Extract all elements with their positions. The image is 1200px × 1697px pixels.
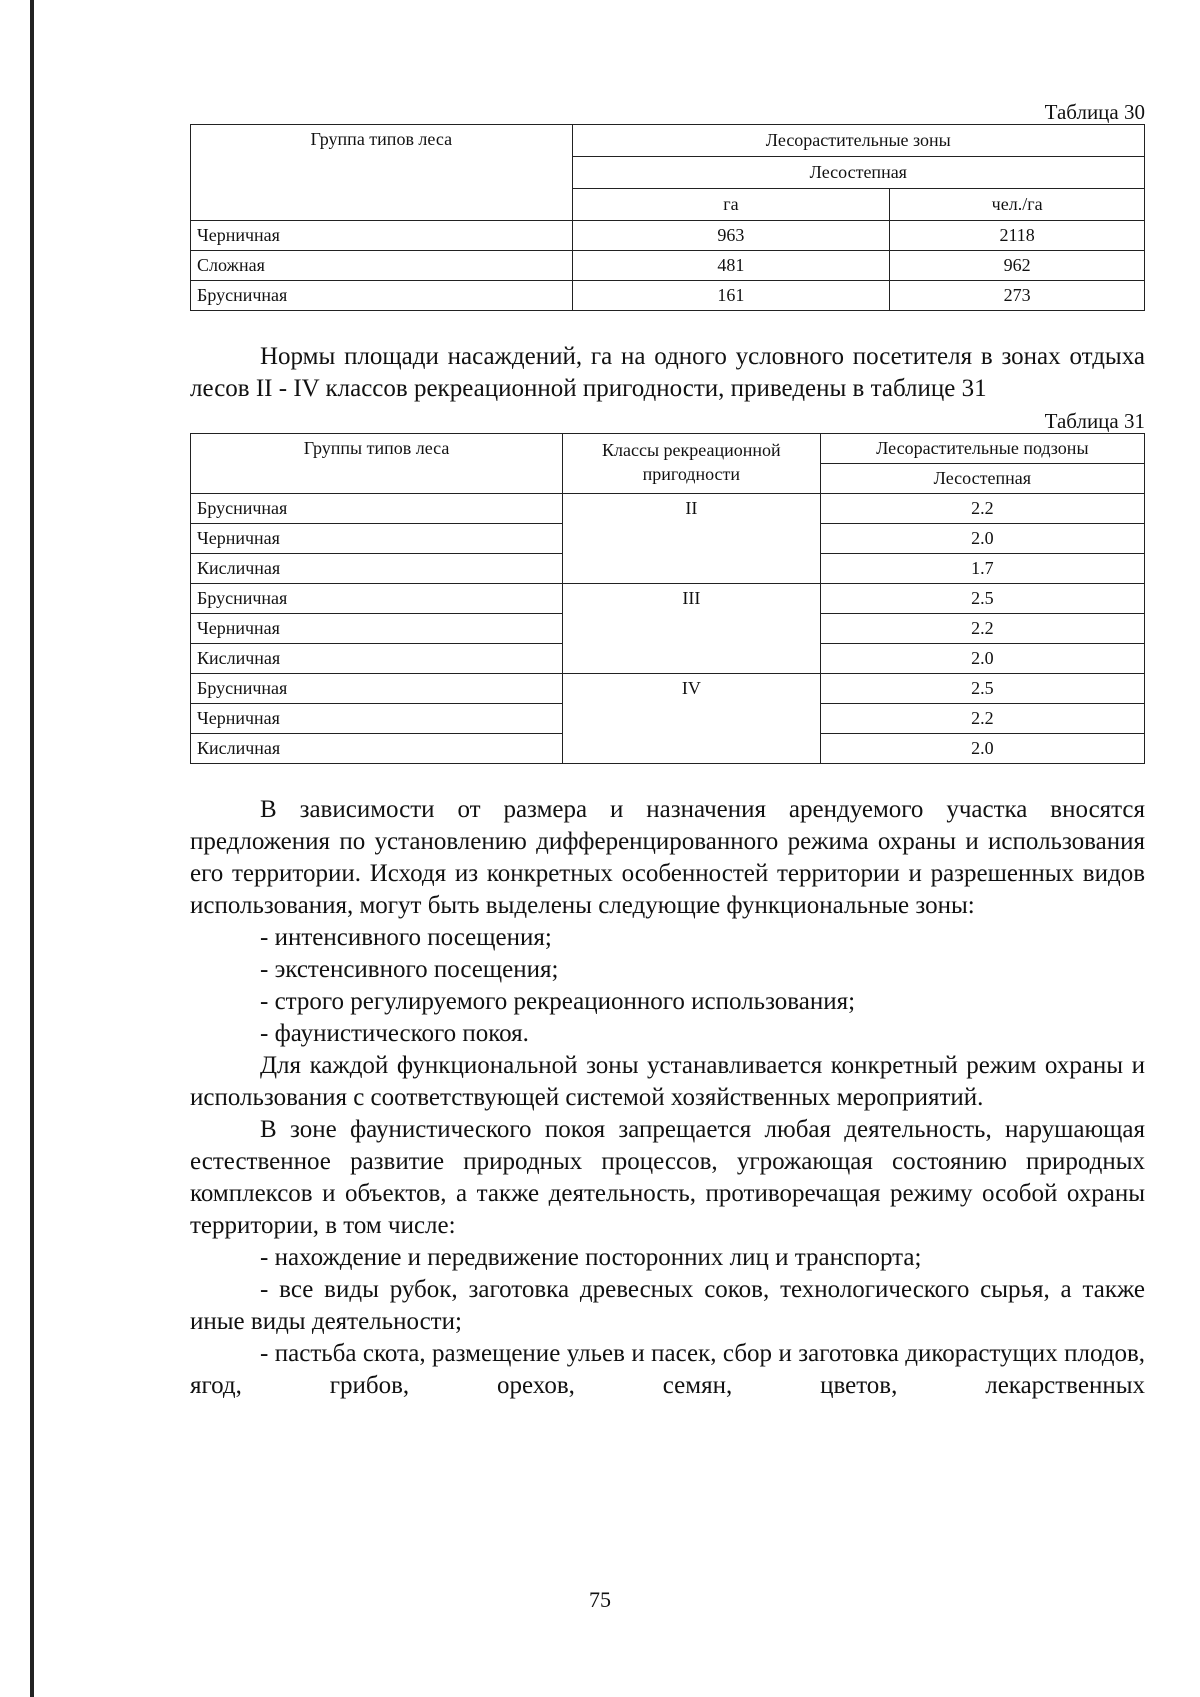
t31-class: II (563, 494, 821, 584)
t30-group: Брусничная (191, 281, 573, 311)
t30-ha: 161 (572, 281, 890, 311)
table-31 (190, 433, 1145, 764)
t30-people: 273 (890, 281, 1145, 311)
zone-item: - фаунистического покоя. (260, 1020, 529, 1047)
zone-item: - экстенсивного посещения; (260, 956, 559, 983)
t30-header-zones: Лесорастительные зоны (572, 125, 1144, 157)
t31-value: 2.0 (820, 734, 1144, 764)
table-row (191, 584, 1145, 614)
table-row (191, 221, 1145, 251)
t31-group: Брусничная (191, 674, 563, 704)
t30-people: 962 (890, 251, 1145, 281)
t31-group: Кисличная (191, 734, 563, 764)
paragraph-zone-regime: Для каждой функциональной зоны устанавливается конкретный режим охраны и использования с соответствующей системой хозяйственных мероприятий. (190, 1052, 1145, 1111)
table30-caption: Таблица 30 (1044, 100, 1145, 124)
t31-group: Брусничная (191, 494, 563, 524)
body-text (190, 794, 1145, 1402)
t30-header-group: Группа типов леса (191, 125, 573, 221)
t31-header-subzones: Лесорастительные подзоны (820, 434, 1144, 464)
table-row (191, 494, 1145, 524)
t30-ha: 963 (572, 221, 890, 251)
prohibition-item: - все виды рубок, заготовка древесных соков, технологического сырья, а также иные виды деятельности; (190, 1276, 1145, 1335)
t31-class: IV (563, 674, 821, 764)
prohibition-item: - пастьба скота, размещение ульев и пасек, сбор и заготовка дикорастущих плодов, ягод, грибов, орехов, семян, цветов, лекарственных (190, 1340, 1145, 1399)
table31-caption: Таблица 31 (1044, 409, 1145, 433)
prohibition-item: - нахождение и передвижение посторонних лиц и транспорта; (260, 1244, 922, 1271)
t30-people: 2118 (890, 221, 1145, 251)
paragraph-zones-intro: В зависимости от размера и назначения арендуемого участка вносятся предложения по установлению дифференцированного режима охраны и использования его территории. Исходя из конкретных особенностей территории и разрешенных видов использования, могут быть выделены следующие функциональные зоны: (190, 796, 1145, 919)
t30-header-subzone: Лесостепная (572, 157, 1144, 189)
t30-header-ha: га (572, 189, 890, 221)
t31-group: Черничная (191, 524, 563, 554)
t31-group: Кисличная (191, 554, 563, 584)
table-row (191, 251, 1145, 281)
t31-value: 2.0 (820, 524, 1144, 554)
zone-item: - строго регулируемого рекреационного использования; (260, 988, 856, 1015)
t30-header-people: чел./га (890, 189, 1145, 221)
t31-header-groups: Группы типов леса (191, 434, 563, 494)
t30-group: Черничная (191, 221, 573, 251)
zone-item: - интенсивного посещения; (260, 924, 552, 951)
t31-value: 2.2 (820, 704, 1144, 734)
t31-group: Черничная (191, 704, 563, 734)
table-row (191, 281, 1145, 311)
t31-group: Черничная (191, 614, 563, 644)
t31-header-classes: Классы рекреационной пригодности (563, 434, 821, 494)
t31-header-subzone: Лесостепная (820, 464, 1144, 494)
intro-paragraph: Нормы площади насаждений, га на одного условного посетителя в зонах отдыха лесов II - IV классов рекреационной пригодности, приведены в таблице 31 (190, 343, 1145, 402)
t30-ha: 481 (572, 251, 890, 281)
t30-group: Сложная (191, 251, 573, 281)
page-content (190, 100, 1145, 1402)
t31-value: 2.5 (820, 584, 1144, 614)
paragraph-fauna-rest: В зоне фаунистического покоя запрещается любая деятельность, нарушающая естественное развитие природных процессов, угрожающая состоянию природных комплексов и объектов, а также деятельность, противоречащая режиму особой охраны территории, в том числе: (190, 1116, 1145, 1239)
t31-value: 2.5 (820, 674, 1144, 704)
t31-group: Брусничная (191, 584, 563, 614)
table-30 (190, 124, 1145, 311)
t31-value: 1.7 (820, 554, 1144, 584)
t31-value: 2.2 (820, 494, 1144, 524)
scan-edge-line (30, 0, 34, 1697)
t31-value: 2.2 (820, 614, 1144, 644)
t31-value: 2.0 (820, 644, 1144, 674)
table-row (191, 674, 1145, 704)
t31-class: III (563, 584, 821, 674)
page-number: 75 (589, 1587, 611, 1612)
t31-group: Кисличная (191, 644, 563, 674)
